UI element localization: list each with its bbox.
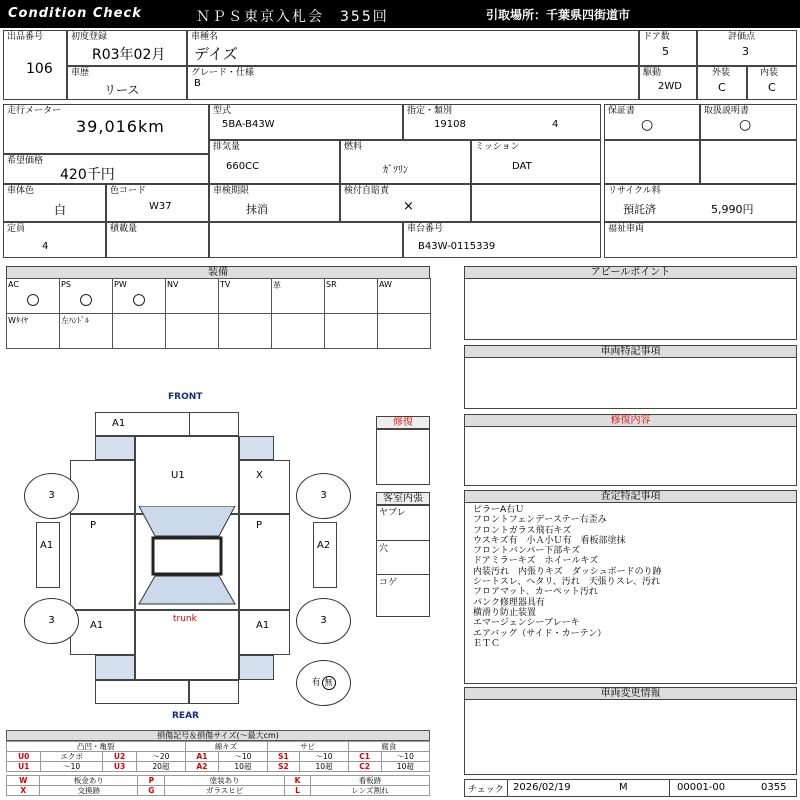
appeal-title: アピールポイント xyxy=(464,266,797,279)
empty-cell-1 xyxy=(604,140,700,184)
note-item: エアバッグ（サイド・カーテン） xyxy=(473,628,607,639)
lot-cell xyxy=(3,30,67,100)
price-cell xyxy=(3,154,209,184)
front-right-panel xyxy=(189,412,239,436)
damage-front: A1 xyxy=(112,418,126,429)
interior-tear: ヤブレ xyxy=(379,508,406,518)
damage-side-left: A1 xyxy=(40,540,54,551)
legend-h1: 凸凹・亀裂 xyxy=(7,742,186,752)
cert-label: 指定・類別 xyxy=(407,106,453,116)
interior-burn: コゲ xyxy=(379,578,398,588)
note-item: フロントフェンデーステー右歪み xyxy=(473,515,607,526)
first-reg-cell xyxy=(67,30,187,66)
mission-label: ミッション xyxy=(475,142,520,152)
model-value: 5BA-B43W xyxy=(222,119,275,130)
fr-blue xyxy=(239,436,274,460)
manual-label: 取扱説明書 xyxy=(704,106,750,116)
interior-title: 客室内張 xyxy=(376,492,430,505)
side-right xyxy=(313,522,337,588)
cert-cell xyxy=(403,104,601,140)
footer-num: 0355 xyxy=(761,782,787,793)
legend-header-row xyxy=(7,742,430,752)
note-item: シートスレ、ヘタリ、汚れ 天張りスレ、汚れ xyxy=(473,577,661,588)
legend-desc: 看板跡 xyxy=(311,776,430,786)
drive-value: 2WD xyxy=(658,81,682,92)
mileage-label: 走行メーター xyxy=(7,106,62,116)
welfare-cell xyxy=(604,222,797,258)
model-cell xyxy=(209,104,403,140)
legend-desc: 板金あり xyxy=(40,776,138,786)
welfare-label: 福祉車両 xyxy=(608,224,645,234)
damage-fender-right: X xyxy=(256,470,263,481)
damage-door-left: P xyxy=(90,520,97,531)
score-cell xyxy=(697,30,797,66)
car-name-label: 車種名 xyxy=(191,32,219,42)
note-item: ピラーA右Ｕ xyxy=(473,505,525,515)
equip-ps: PS xyxy=(60,279,113,314)
front-label: FRONT xyxy=(168,392,203,402)
special-title: 車両特記事項 xyxy=(464,345,797,358)
score-value: 3 xyxy=(742,45,749,58)
pickup-location: 引取場所：千葉県四街道市 xyxy=(486,8,631,22)
inspect-label: 車検期限 xyxy=(213,186,250,196)
rr-blue xyxy=(239,655,274,680)
appeal-box xyxy=(464,278,797,340)
repair-box xyxy=(376,429,430,485)
fl-blue xyxy=(95,436,135,460)
legend-row-1 xyxy=(7,752,430,762)
equip-leather: 革 xyxy=(272,279,325,314)
door-right xyxy=(239,514,290,610)
chassis-cell xyxy=(403,222,601,258)
check-label: チェック xyxy=(468,785,504,795)
inspector: M xyxy=(619,782,628,793)
capacity-value: 4 xyxy=(42,241,49,252)
mission-cell xyxy=(471,140,601,184)
legend-code: C2 xyxy=(348,762,381,772)
note-item: パンク修理器具有 xyxy=(473,597,545,608)
legend-code: A1 xyxy=(185,752,219,762)
capacity-cell xyxy=(3,222,106,258)
equip-sr: SR xyxy=(325,279,378,314)
color-cell xyxy=(3,184,106,222)
fender-left xyxy=(70,460,135,514)
equip-pw: PW xyxy=(113,279,166,314)
damage-hood: U1 xyxy=(171,470,185,481)
legend-code: S1 xyxy=(267,752,300,762)
first-reg-label: 初度登録 xyxy=(71,32,108,42)
history-label: 車歴 xyxy=(71,68,90,78)
legend-desc: 10超 xyxy=(300,762,348,772)
repair-title: 修復 xyxy=(376,416,430,429)
legend-desc: エクボ xyxy=(41,752,102,762)
colorcode-value: W37 xyxy=(149,201,172,212)
spare-tire xyxy=(296,660,351,706)
equip-empty xyxy=(166,314,219,349)
legend-desc: レンズ割れ xyxy=(311,786,430,796)
equip-aw: AW xyxy=(378,279,431,314)
price-value: 420千円 xyxy=(60,167,115,183)
footer-divider xyxy=(507,780,508,796)
legend-desc: 交換跡 xyxy=(40,786,138,796)
footer-divider xyxy=(669,780,670,796)
footer-bar xyxy=(464,779,797,797)
legend-code: U3 xyxy=(102,762,136,772)
chassis-value: B43W-0115339 xyxy=(418,241,496,252)
side-left xyxy=(36,522,60,588)
legend-desc: 10超 xyxy=(219,762,267,772)
rear-bumper xyxy=(95,680,189,704)
rear-label: REAR xyxy=(172,711,199,721)
recycle-cell xyxy=(604,184,797,222)
int-value: C xyxy=(768,81,776,94)
empty-cell-3 xyxy=(471,184,601,222)
rear-right-quarter xyxy=(239,610,290,655)
note-item: フロントガラス飛石キズ xyxy=(473,525,572,536)
fender-right xyxy=(239,460,290,514)
rl-blue xyxy=(95,655,135,680)
recycle-fee: 5,990円 xyxy=(711,203,754,216)
legend-desc: ～20 xyxy=(137,752,185,762)
legend-desc: ～10 xyxy=(41,762,102,772)
disp-value: 660CC xyxy=(226,161,260,172)
cert-value-2: 4 xyxy=(552,119,559,130)
color-label: 車体色 xyxy=(7,186,35,196)
cabin-glass xyxy=(135,506,239,610)
note-item: ドアミラーキズ ホイールキズ xyxy=(473,556,599,567)
grade-label: グレード・仕様 xyxy=(191,68,255,78)
warranty-cell xyxy=(604,104,700,140)
note-item: フロアマット、カーペット汚れ xyxy=(473,587,598,598)
header-bar xyxy=(0,0,800,28)
mission-value: DAT xyxy=(512,161,532,172)
drive-cell xyxy=(639,66,697,100)
recycle-status: 預託済 xyxy=(623,203,656,216)
capacity-label: 定員 xyxy=(7,224,26,234)
legend-code: X xyxy=(7,786,40,796)
fuel-label: 燃料 xyxy=(344,142,363,152)
manual-value: ○ xyxy=(739,117,752,133)
auction-title: ＮＰＳ東京入札会 355回 xyxy=(196,9,389,25)
legend-row-3 xyxy=(7,776,430,786)
int-label: 内装 xyxy=(760,68,779,78)
warranty-value: ○ xyxy=(641,117,654,133)
legend-code: L xyxy=(284,786,310,796)
tire-front-left: 3 xyxy=(24,473,79,519)
tire-rear-left: 3 xyxy=(24,598,79,644)
warranty-label: 保証書 xyxy=(608,106,636,116)
legend-code: C1 xyxy=(348,752,381,762)
mileage-cell xyxy=(3,104,209,154)
equipment-table xyxy=(6,278,431,349)
legend-table-2 xyxy=(6,775,430,796)
empty-cell-4 xyxy=(209,222,403,258)
legend-h3: サビ xyxy=(267,742,348,752)
chassis-label: 車台番号 xyxy=(407,224,444,234)
inspect-cell xyxy=(209,184,340,222)
legend-code: U0 xyxy=(7,752,41,762)
equip-empty xyxy=(325,314,378,349)
tire-rear-right: 3 xyxy=(296,598,351,644)
manual-cell xyxy=(700,104,797,140)
history-value: リース xyxy=(104,83,140,97)
inspect-value: 抹消 xyxy=(246,203,268,216)
notes-box xyxy=(464,502,797,684)
legend-code: P xyxy=(138,776,165,786)
equip-empty xyxy=(219,314,272,349)
equipment-row-1 xyxy=(7,279,431,314)
equip-tv: TV xyxy=(219,279,272,314)
colorcode-cell xyxy=(106,184,209,222)
legend-desc: ～10 xyxy=(300,752,348,762)
model-label: 型式 xyxy=(213,106,232,116)
repair-content-title: 修復内容 xyxy=(464,414,797,427)
legend-code: U1 xyxy=(7,762,41,772)
equipment-title: 装備 xyxy=(6,266,430,279)
fuel-value: ｶﾞｿﾘﾝ xyxy=(383,165,408,176)
car-name-cell xyxy=(187,30,639,66)
colorcode-label: 色コード xyxy=(110,186,147,196)
lot-label: 出品番号 xyxy=(7,32,44,42)
interior-hole: 穴 xyxy=(379,544,389,554)
equip-pw-check xyxy=(133,294,145,306)
interior-box xyxy=(376,505,430,617)
car-name-value: デイズ xyxy=(194,45,238,63)
notes-list xyxy=(473,505,662,649)
equip-nv: NV xyxy=(166,279,219,314)
ext-cell xyxy=(697,66,747,100)
disp-cell xyxy=(209,140,340,184)
equip-empty xyxy=(378,314,431,349)
legend-code: S2 xyxy=(267,762,300,772)
color-value: 白 xyxy=(54,203,67,217)
price-label: 希望価格 xyxy=(7,156,44,166)
change-box xyxy=(464,699,797,775)
legend-h4: 腐食 xyxy=(348,742,429,752)
legend-desc: ～10 xyxy=(381,752,429,762)
repair-content-box xyxy=(464,426,797,486)
equip-lhd: 左ﾊﾝﾄﾞﾙ xyxy=(60,314,113,349)
equip-ps-check xyxy=(80,294,92,306)
damage-rear-left: A1 xyxy=(90,620,104,631)
first-reg-value: R03年02月 xyxy=(92,47,166,63)
rear-left-quarter xyxy=(70,610,135,655)
legend-code: K xyxy=(284,776,310,786)
doors-value: 5 xyxy=(662,45,669,58)
note-item: 内装汚れ 内張りキズ ダッシュボードのり跡 xyxy=(473,566,662,577)
legend-desc: ～10 xyxy=(219,752,267,762)
int-cell xyxy=(747,66,797,100)
legend-desc: ガラスヒビ xyxy=(165,786,284,796)
load-label: 積載量 xyxy=(110,224,138,234)
drive-label: 駆動 xyxy=(643,68,662,78)
equip-wtire: Wﾀｲﾔ xyxy=(7,314,60,349)
empty-cell-2 xyxy=(700,140,797,184)
cert-value-1: 19108 xyxy=(434,119,466,130)
legend-desc: 塗装あり xyxy=(165,776,284,786)
damage-rear-right: A1 xyxy=(256,620,270,631)
score-label: 評価点 xyxy=(728,32,756,42)
legend-title: 損傷記号＆損傷サイズ(～最大cm) xyxy=(6,730,430,741)
note-item: 横滑り防止装置 xyxy=(473,607,537,618)
spare-yes: 有 xyxy=(311,678,321,688)
change-title: 車両変更情報 xyxy=(464,687,797,700)
header-title: Condition Check xyxy=(8,6,142,21)
legend-code: W xyxy=(7,776,40,786)
history-cell xyxy=(67,66,187,100)
recycle-label: リサイクル料 xyxy=(608,186,661,196)
note-item: フロントバンパー下部キズ xyxy=(473,546,581,557)
ext-value: C xyxy=(718,81,726,94)
hood xyxy=(135,436,239,514)
note-item: ＥＴＣ xyxy=(473,638,501,649)
footer-code: 00001-00 xyxy=(677,782,726,793)
disp-label: 排気量 xyxy=(213,142,241,152)
legend-desc: 20超 xyxy=(137,762,185,772)
legend-row-2 xyxy=(7,762,430,772)
tire-front-right: 3 xyxy=(296,473,351,519)
check-date: 2026/02/19 xyxy=(513,782,571,793)
equip-empty xyxy=(272,314,325,349)
load-cell xyxy=(106,222,209,258)
damage-side-right: A2 xyxy=(317,540,331,551)
equipment-row-2 xyxy=(7,314,431,349)
note-item: エマージェンシーブレーキ xyxy=(473,618,580,629)
ext-label: 外装 xyxy=(712,68,731,78)
damage-door-right: P xyxy=(256,520,263,531)
spare-no: 無 xyxy=(322,676,336,690)
grade-value: B xyxy=(194,78,201,89)
notes-title: 査定特記事項 xyxy=(464,490,797,503)
equip-ac: AC xyxy=(7,279,60,314)
special-box xyxy=(464,357,797,409)
lot-number: 106 xyxy=(26,61,53,77)
insurance-value: × xyxy=(403,199,414,214)
insurance-label: 検付自賠責 xyxy=(344,186,390,196)
note-item: ウスキズ有 小Ａ小Ｕ有 看板部塗抹 xyxy=(473,535,626,546)
mileage-value: 39,016km xyxy=(76,117,165,136)
legend-table xyxy=(6,741,430,772)
rear-bumper-right xyxy=(189,680,239,704)
legend-desc: 10超 xyxy=(381,762,429,772)
doors-cell xyxy=(639,30,697,66)
fuel-cell xyxy=(340,140,471,184)
grade-cell xyxy=(187,66,639,100)
equip-empty xyxy=(113,314,166,349)
legend-code: U2 xyxy=(102,752,136,762)
equip-ac-check xyxy=(27,294,39,306)
legend-code: A2 xyxy=(185,762,219,772)
doors-label: ドア数 xyxy=(643,32,670,42)
legend-h2: 線キズ xyxy=(185,742,267,752)
legend-row-4 xyxy=(7,786,430,796)
legend-code: G xyxy=(138,786,165,796)
door-left xyxy=(70,514,135,610)
trunk-label: trunk xyxy=(173,614,197,624)
insurance-cell xyxy=(340,184,471,222)
